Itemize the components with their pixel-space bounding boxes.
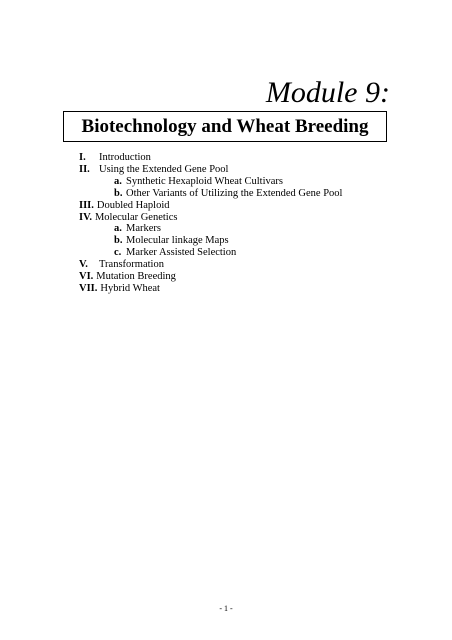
outline-item-introduction (79, 152, 342, 164)
outline-text: Using the Extended Gene Pool (99, 163, 229, 175)
outline-text: Mutation Breeding (96, 271, 176, 283)
outline-text: Molecular linkage Maps (126, 235, 229, 247)
document-subtitle-box (63, 111, 387, 142)
table-of-contents (79, 152, 342, 295)
document-subtitle: Biotechnology and Wheat Breeding (81, 115, 369, 137)
outline-marker: I. (79, 152, 86, 163)
outline-marker: a. (114, 175, 122, 187)
outline-subitem-other-variants (79, 188, 342, 200)
outline-marker: b. (114, 235, 123, 247)
outline-item-extended-gene-pool (79, 164, 342, 176)
outline-item-molecular-genetics (79, 212, 342, 224)
page-number: - 1 - (219, 604, 233, 613)
outline-marker: VI. (79, 271, 94, 283)
outline-marker: a. (114, 223, 122, 235)
outline-item-doubled-haploid (79, 200, 342, 212)
outline-text: Hybrid Wheat (100, 282, 160, 294)
outline-marker: c. (114, 247, 122, 259)
outline-item-mutation-breeding (79, 271, 342, 283)
outline-subitem-linkage-maps (79, 235, 342, 247)
outline-marker: III. (79, 199, 94, 211)
module-title: Module 9: (265, 76, 390, 109)
outline-text: Molecular Genetics (94, 211, 178, 223)
outline-subitem-markers (79, 223, 342, 235)
outline-text: Marker Assisted Selection (126, 247, 237, 259)
outline-text: Introduction (99, 152, 151, 163)
outline-item-hybrid-wheat (79, 283, 342, 295)
outline-marker: b. (114, 187, 123, 199)
outline-marker: V. (79, 259, 88, 271)
outline-text: Transformation (99, 259, 164, 271)
outline-text: Doubled Haploid (96, 199, 170, 211)
outline-text: Markers (126, 223, 161, 235)
outline-marker: VII. (79, 282, 98, 294)
outline-text: Synthetic Hexaploid Wheat Cultivars (126, 175, 283, 187)
outline-marker: II. (79, 163, 90, 175)
outline-marker: IV. (79, 211, 92, 223)
outline-text: Other Variants of Utilizing the Extended Gene Pool (126, 187, 343, 199)
outline-subitem-synthetic-hexaploid (79, 176, 342, 188)
outline-item-transformation (79, 259, 342, 271)
outline-subitem-marker-assisted-selection (79, 247, 342, 259)
